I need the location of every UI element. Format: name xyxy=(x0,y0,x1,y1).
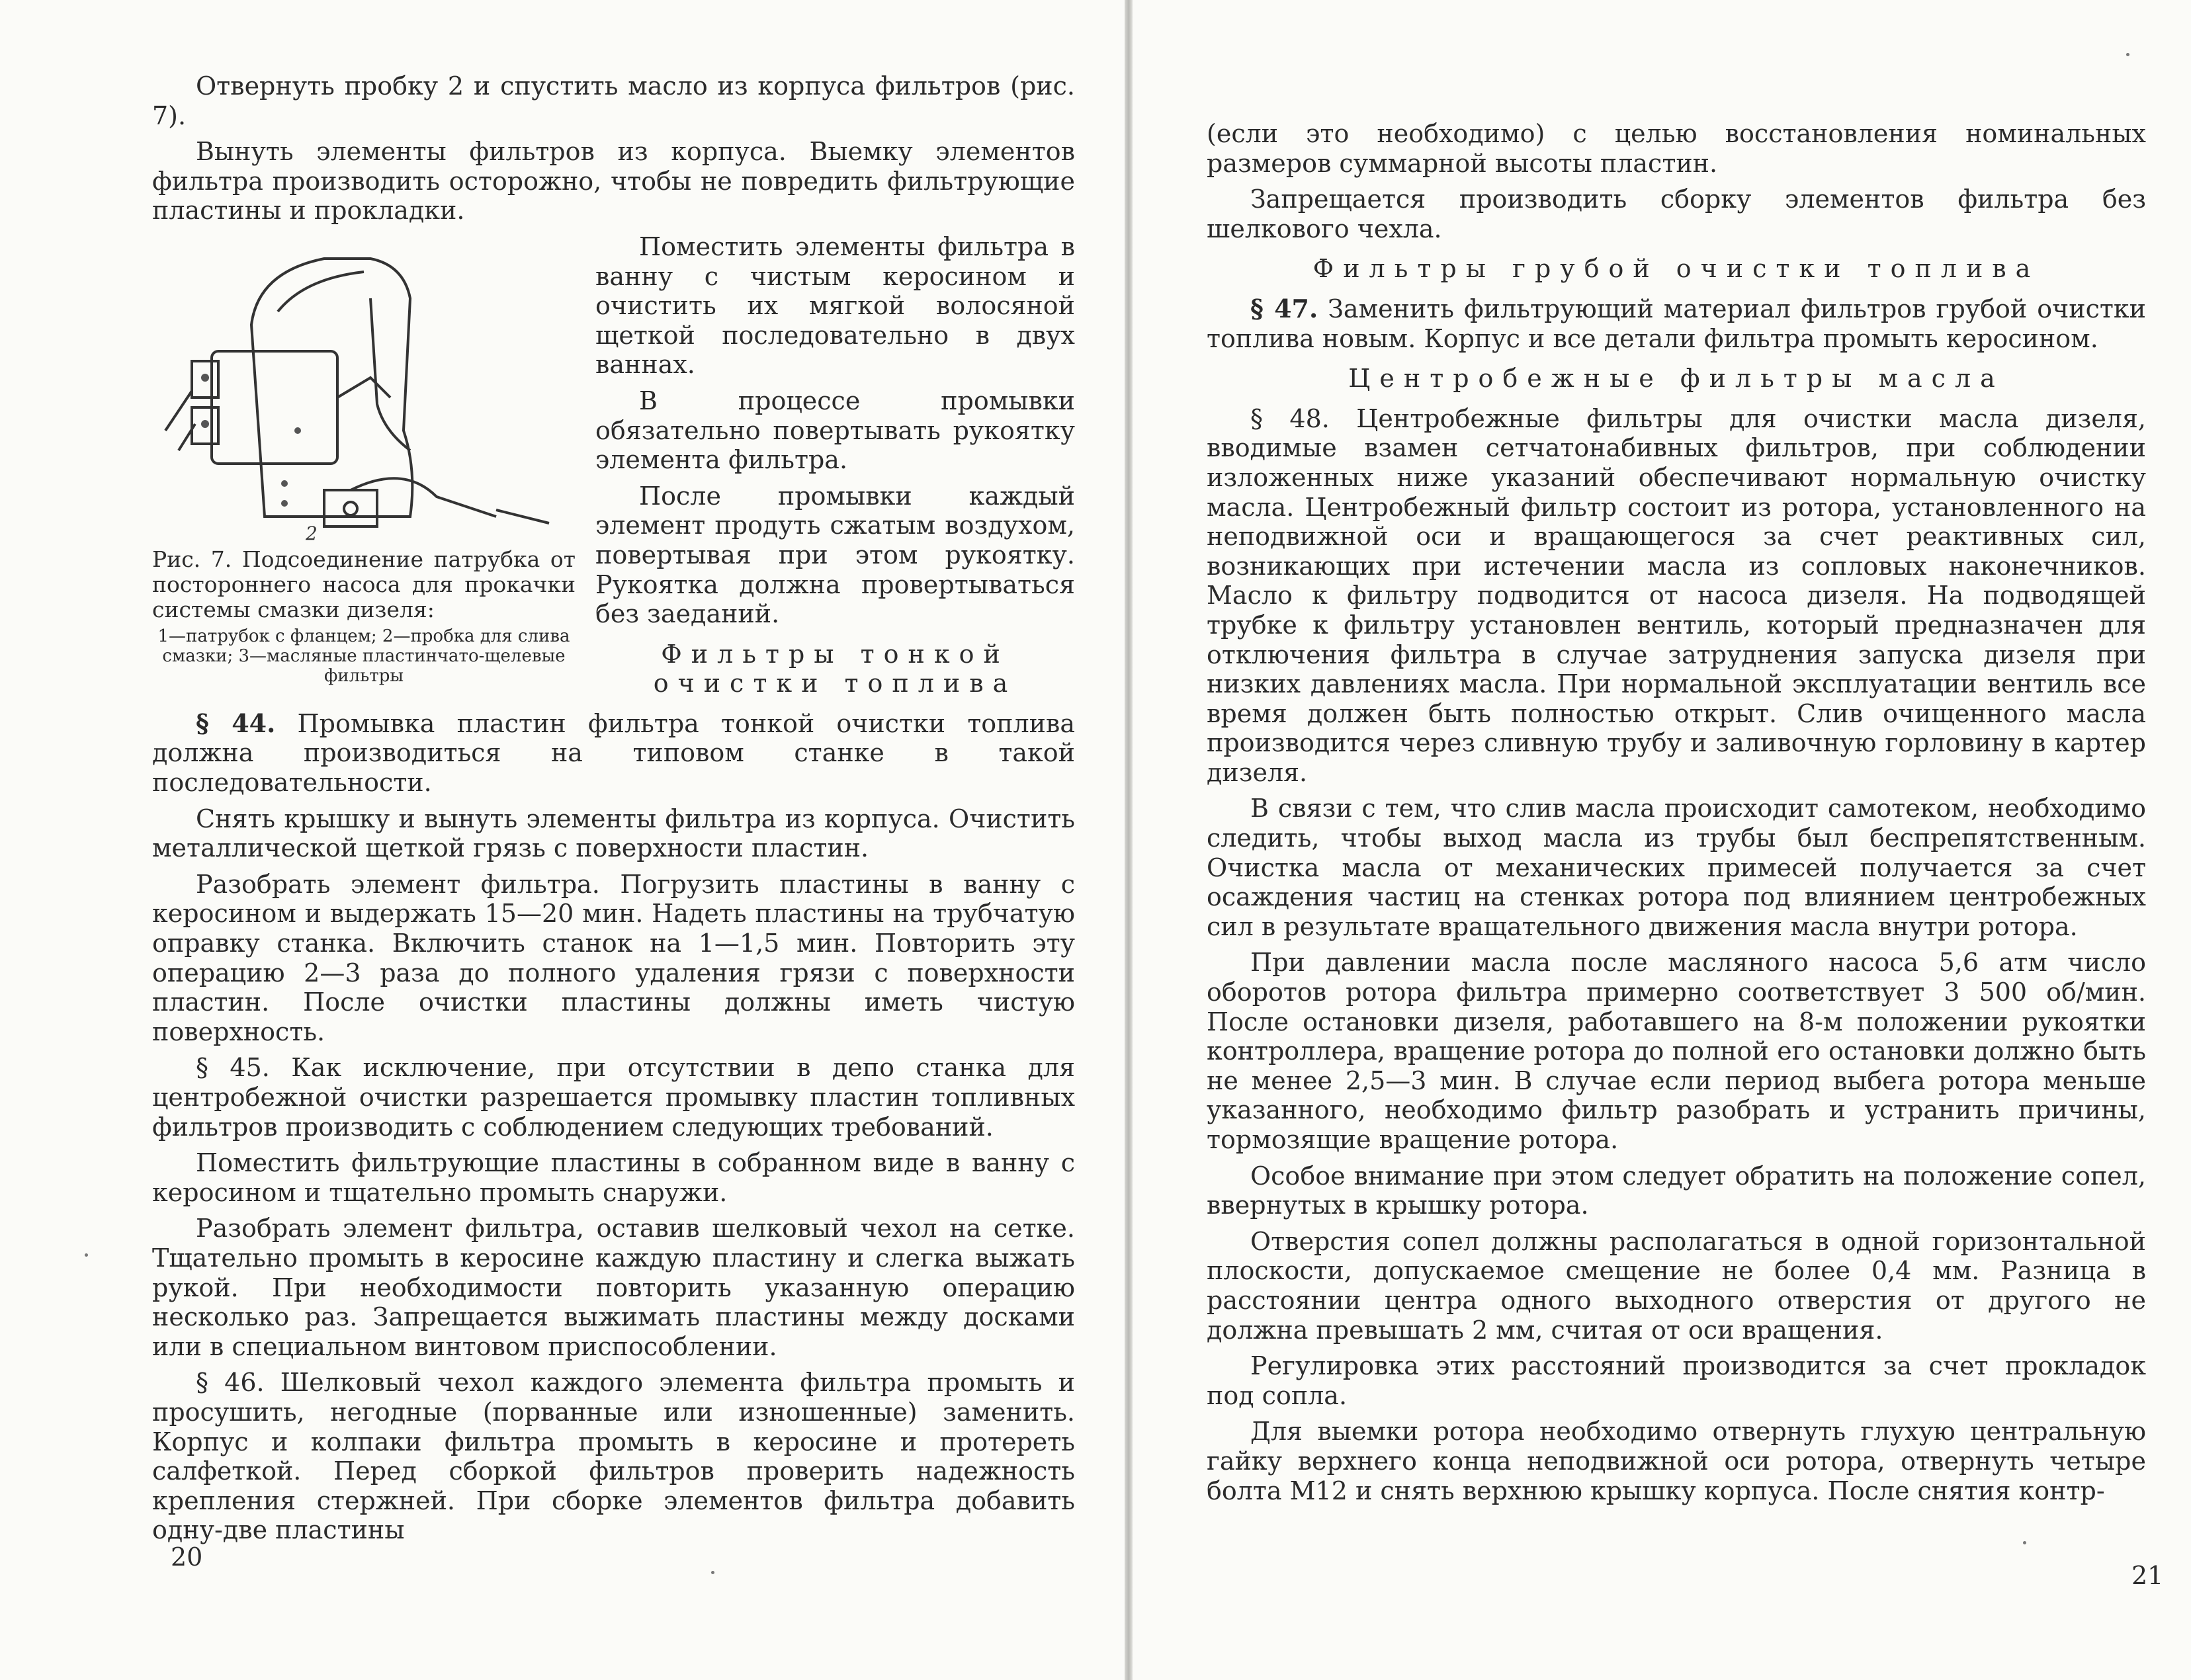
paragraph: Снять крышку и вынуть элементы фильтра из корпуса. Очистить металлической щеткой грязь с поверхности пластин. xyxy=(152,804,1075,863)
filter-diagram-illustration xyxy=(152,232,576,543)
section-text: Шелковый чехол каждого элемента фильтра промыть и просушить, негодные (порванные или изношенные) заменить. Корпус и колпаки фильтра промыть в керосине и протереть салфеткой. Перед сборкой фильтров проверить надежность крепления стержней. При сборке элементов фильтра добавить одну-две пластины xyxy=(152,1368,1075,1545)
right-text-column xyxy=(1207,119,2146,1512)
section-text: Центробежные фильтры для очистки масла дизеля, вводимые взамен сетчатонабивных фильтров, при соблюдении изложенных ниже указаний обеспечивают нормальную очистку масла. Центробежный фильтр состоит из ротора, установленного на неподвижной оси и вращающегося за счет реактивных сил, возникающих при истечении масла из сопловых наконечников. Масло к фильтру подводится от насоса дизеля. На подводящей трубке к фильтру установлен вентиль, который предназначен для отключения фильтра в случае затруднения запуска дизеля при низких давлениях масла. При нормальной эксплуатации вентиль все время должен быть полностью открыт. Слив очищенного масла производится через сливную трубу и заливочную горловину в картер дизеля. xyxy=(1207,403,2146,787)
section-number: § 46. xyxy=(196,1368,265,1398)
paragraph: Особое внимание при этом следует обратить на положение сопел, ввернутых в крышку ротора. xyxy=(1207,1161,2146,1220)
section-number: § 45. xyxy=(196,1053,270,1083)
section-text: Как исключение, при отсутствии в депо станка для центробежной очистки разрешается промывку пластин топливных фильтров производить с соблюдением следующих требований. xyxy=(152,1053,1075,1142)
section-47 xyxy=(1207,294,2146,353)
section-46 xyxy=(152,1368,1075,1545)
paper-speck xyxy=(2126,53,2129,56)
paragraph: После промывки каждый элемент продуть сжатым воздухом, повертывая при этом рукоятку. Рукоятка должна провертываться без заеданий. xyxy=(595,481,1075,629)
figure-label-2: 2 xyxy=(306,522,318,543)
paragraph: (если это необходимо) с целью восстановления номинальных размеров суммарной высоты пластин. xyxy=(1207,119,2146,178)
paragraph: Разобрать элемент фильтра, оставив шелковый чехол на сетке. Тщательно промыть в керосине каждую пластину и слегка выжать рукой. При необходимости повторить указанную операцию несколько раз. Запрещается выжимать пластины между досками или в специальном винтовом приспособлении. xyxy=(152,1214,1075,1361)
paragraph: Регулировка этих расстояний производится за счет прокладок под сопла. xyxy=(1207,1351,2146,1410)
paragraph: В связи с тем, что слив масла происходит самотеком, необходимо следить, чтобы выход масла из трубы был беспрепятственным. Очистка масла от механических примесей получается за счет осаждения частиц на стенках ротора под влиянием центробежных сил в результате вращательного движения масла внутри ротора. xyxy=(1207,794,2146,941)
paragraph: Вынуть элементы фильтров из корпуса. Выемку элементов фильтра производить осторожно, чтобы не повредить фильтрующие пластины и прокладки. xyxy=(152,137,1075,226)
figure-legend: 1—патрубок с фланцем; 2—пробка для слива смазки; 3—масляные пластинчато-щелевые фильтры xyxy=(157,626,570,686)
section-44 xyxy=(152,709,1075,798)
section-number: § 47. xyxy=(1250,293,1318,323)
figure-caption: Рис. 7. Подсоединение патрубка от постороннего насоса для прокачки системы смазки дизеля: xyxy=(152,546,576,622)
section-45 xyxy=(152,1053,1075,1142)
section-text: Промывка пластин фильтра тонкой очистки топлива должна производиться на типовом станке в такой последовательности. xyxy=(152,708,1075,798)
section-number: § 48. xyxy=(1250,403,1330,433)
section-48 xyxy=(1207,404,2146,788)
left-text-column xyxy=(152,71,1075,1552)
right-page xyxy=(1133,0,2191,1680)
book-gutter xyxy=(1125,0,1133,1680)
paragraph: Для выемки ротора необходимо отвернуть глухую центральную гайку верхнего конца неподвижной оси ротора, отвернуть четыре болта М12 и снять верхнюю крышку корпуса. После снятия контр- xyxy=(1207,1417,2146,1505)
section-heading-centrifugal-filters: Центробежные фильтры масла xyxy=(1348,364,2004,394)
paper-speck xyxy=(85,1253,88,1257)
paragraph: В процессе промывки обязательно повертывать рукоятку элемента фильтра. xyxy=(595,386,1075,475)
paper-speck xyxy=(711,1571,714,1574)
paragraph: Поместить фильтрующие пластины в собранном виде в ванну с керосином и тщательно промыть снаружи. xyxy=(152,1148,1075,1207)
section-heading-fine-filters: Фильтры тонкой очистки топлива xyxy=(653,639,1017,698)
paragraph: При давлении масла после масляного насоса 5,6 атм число оборотов ротора фильтра примерно соответствует 3 500 об/мин. После остановки дизеля, работавшего на 8-м положении рукоятки контроллера, вращение ротора до полной его остановки должно быть не менее 2,5—3 мин. В случае если период выбега ротора меньше указанного, необходимо фильтр разобрать и устранить причины, тормозящие вращение ротора. xyxy=(1207,948,2146,1154)
section-heading-coarse-filters: Фильтры грубой очистки топлива xyxy=(1312,254,2040,284)
page-number-left: 20 xyxy=(171,1542,203,1572)
figure-7 xyxy=(152,232,576,686)
paragraph: Поместить элементы фильтра в ванну с чистым керосином и очистить их мягкой волосяной щеткой последовательно в двух ваннах. xyxy=(595,231,1075,380)
paper-speck xyxy=(2023,1541,2026,1544)
section-text: Заменить фильтрующий материал фильтров грубой очистки топлива новым. Корпус и все детали фильтра промыть керосином. xyxy=(1207,294,2146,353)
paragraph: Разобрать элемент фильтра. Погрузить пластины в ванну с керосином и выдержать 15—20 мин. Надеть пластины на трубчатую оправку станка. Включить станок на 1—1,5 мин. Повторить эту операцию 2—3 раза до полного удаления грязи с поверхности пластин. После очистки пластины должны иметь чистую поверхность. xyxy=(152,869,1075,1046)
page-number-right: 21 xyxy=(2131,1561,2164,1590)
paragraph: Запрещается производить сборку элементов фильтра без шелкового чехла. xyxy=(1207,185,2146,243)
paragraph: Отвернуть пробку 2 и спустить масло из корпуса фильтров (рис. 7). xyxy=(152,71,1075,130)
paragraph: Отверстия сопел должны располагаться в одной горизонтальной плоскости, допускаемое смещение не более 0,4 мм. Разница в расстоянии центра одного выходного отверстия от другого не должна превышать 2 мм, считая от оси вращения. xyxy=(1207,1226,2146,1345)
section-number: § 44. xyxy=(196,708,276,738)
